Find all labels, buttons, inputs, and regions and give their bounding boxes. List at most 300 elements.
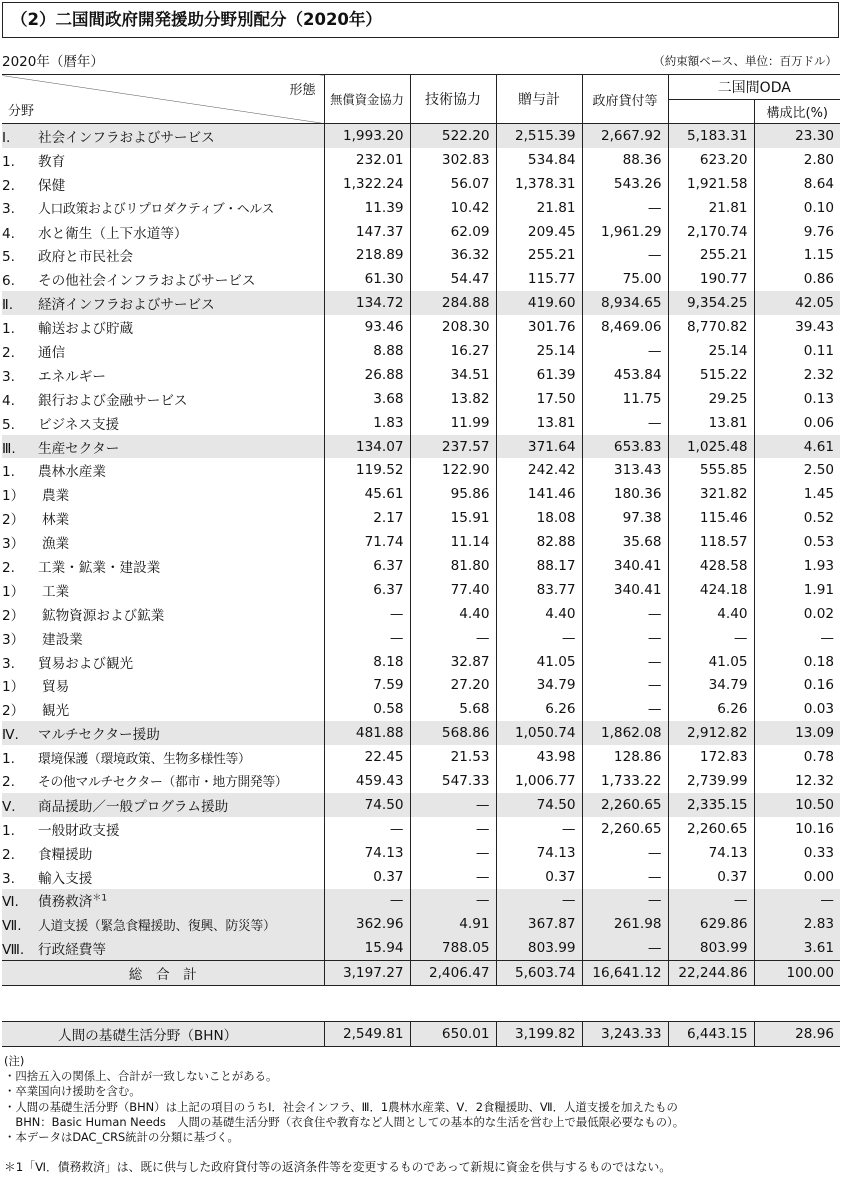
value-cell: 0.06 (754, 411, 840, 435)
value-cell: 6.26 (496, 697, 582, 721)
row-number: 1） (2, 679, 25, 696)
value-cell: 1,921.58 (668, 172, 754, 196)
value-cell: — (582, 865, 668, 889)
row-label: 漁業 (42, 536, 70, 553)
value-cell: 83.77 (496, 578, 582, 602)
value-cell: 0.33 (754, 841, 840, 865)
table-row (2, 626, 840, 650)
value-cell: 172.83 (668, 745, 754, 769)
value-cell: 543.26 (582, 172, 668, 196)
row-label: 政府と市民社会 (38, 249, 134, 266)
value-cell: — (668, 889, 754, 913)
row-number: 1） (2, 488, 25, 505)
value-cell: 45.61 (324, 482, 410, 506)
total-value: 16,641.12 (582, 961, 668, 986)
value-cell: 75.00 (582, 267, 668, 291)
header-oda-blank (668, 100, 754, 124)
header-tech: 技術協力 (410, 75, 496, 124)
value-cell: 0.53 (754, 530, 840, 554)
value-cell: 8,469.06 (582, 315, 668, 339)
bhn-value: 6,443.15 (668, 1022, 754, 1047)
row-number: 3. (2, 870, 15, 887)
value-cell: 2,260.65 (668, 817, 754, 841)
row-label-cell (2, 793, 324, 817)
row-label: 債務救済 (38, 894, 93, 911)
footnote-marker: ＊1 (92, 893, 108, 904)
value-cell: 0.13 (754, 387, 840, 411)
row-number: 5. (2, 249, 15, 266)
row-number: 3） (2, 536, 25, 553)
value-cell: — (754, 626, 840, 650)
table-row (2, 841, 840, 865)
row-number: 2） (2, 703, 25, 720)
header-share: 構成比(%) (754, 100, 840, 124)
value-cell: 13.09 (754, 721, 840, 745)
row-number: 2. (2, 774, 15, 791)
page-title: （2）二国間政府開発援助分野別配分（2020年） (2, 2, 839, 38)
value-cell: 1,322.24 (324, 172, 410, 196)
row-label-cell (2, 291, 324, 315)
row-number: Ⅳ. (2, 727, 19, 744)
value-cell: 1,025.48 (668, 435, 754, 459)
value-cell: 367.87 (496, 912, 582, 936)
row-label-cell (2, 363, 324, 387)
row-label: 行政経費等 (38, 942, 106, 959)
row-label-cell (2, 769, 324, 793)
table-row (2, 602, 840, 626)
value-cell: 32.87 (410, 650, 496, 674)
value-cell: 56.07 (410, 172, 496, 196)
row-number: 6. (2, 273, 15, 290)
row-number: Ⅶ. (2, 917, 22, 934)
value-cell: 2,170.74 (668, 220, 754, 244)
value-cell: — (582, 196, 668, 220)
value-cell: 29.25 (668, 387, 754, 411)
value-cell: 43.98 (496, 745, 582, 769)
value-cell: 34.79 (668, 673, 754, 697)
row-label-cell (2, 745, 324, 769)
value-cell: 190.77 (668, 267, 754, 291)
value-cell: 302.83 (410, 148, 496, 172)
value-cell: — (582, 889, 668, 913)
value-cell: 10.50 (754, 793, 840, 817)
unit-label: （約束額ベース、単位：百万ドル） (653, 54, 837, 68)
value-cell: — (410, 889, 496, 913)
table-row (2, 912, 840, 936)
value-cell: 218.89 (324, 243, 410, 267)
value-cell: — (410, 817, 496, 841)
value-cell: — (410, 793, 496, 817)
table-row (2, 267, 840, 291)
value-cell: 25.14 (668, 339, 754, 363)
value-cell: 803.99 (668, 936, 754, 960)
value-cell: 2,260.65 (582, 793, 668, 817)
row-label-cell (2, 578, 324, 602)
row-label: 保健 (38, 177, 66, 194)
row-number: 5. (2, 416, 15, 433)
value-cell: — (496, 817, 582, 841)
value-cell: 2.83 (754, 912, 840, 936)
value-cell: — (582, 936, 668, 960)
row-label: 食糧援助 (38, 846, 93, 863)
table-row (2, 172, 840, 196)
value-cell: 2,515.39 (496, 124, 582, 148)
row-number: 1. (2, 822, 15, 839)
value-cell: 23.30 (754, 124, 840, 148)
value-cell: — (582, 697, 668, 721)
value-cell: — (582, 841, 668, 865)
row-label: 生産セクター (38, 440, 120, 457)
value-cell: 4.40 (410, 602, 496, 626)
value-cell: 13.82 (410, 387, 496, 411)
row-label: 鉱物資源および鉱業 (42, 607, 165, 624)
total-row (2, 961, 840, 986)
table-row (2, 650, 840, 674)
table-row (2, 889, 840, 913)
value-cell: 459.43 (324, 769, 410, 793)
value-cell: 17.50 (496, 387, 582, 411)
row-label-cell (2, 889, 324, 913)
row-label-cell (2, 196, 324, 220)
row-label-cell (2, 124, 324, 148)
row-label: その他マルチセクター（都市・地方開発等） (38, 775, 288, 791)
value-cell: 81.80 (410, 554, 496, 578)
value-cell: 82.88 (496, 530, 582, 554)
table-row (2, 291, 840, 315)
value-cell: 0.10 (754, 196, 840, 220)
value-cell: 568.86 (410, 721, 496, 745)
value-cell: 255.21 (496, 243, 582, 267)
total-value: 5,603.74 (496, 961, 582, 986)
value-cell: 21.81 (668, 196, 754, 220)
value-cell: 15.91 (410, 506, 496, 530)
value-cell: — (410, 626, 496, 650)
value-cell: 321.82 (668, 482, 754, 506)
value-cell: 2,739.99 (668, 769, 754, 793)
value-cell: 8,770.82 (668, 315, 754, 339)
value-cell: 128.86 (582, 745, 668, 769)
row-label: 農業 (42, 488, 70, 505)
value-cell: 4.40 (668, 602, 754, 626)
value-cell: 15.94 (324, 936, 410, 960)
notes (4, 1054, 684, 1145)
value-cell: 74.13 (668, 841, 754, 865)
row-label-cell (2, 411, 324, 435)
row-label-cell (2, 602, 324, 626)
value-cell: 0.37 (324, 865, 410, 889)
value-cell: 0.18 (754, 650, 840, 674)
value-cell: 629.86 (668, 912, 754, 936)
value-cell: 134.72 (324, 291, 410, 315)
row-label-cell (2, 435, 324, 459)
row-label: 教育 (38, 153, 66, 170)
value-cell: — (668, 626, 754, 650)
value-cell: 8.64 (754, 172, 840, 196)
value-cell: 8,934.65 (582, 291, 668, 315)
value-cell: 1.15 (754, 243, 840, 267)
row-label-cell (2, 339, 324, 363)
value-cell: 42.05 (754, 291, 840, 315)
value-cell: 362.96 (324, 912, 410, 936)
value-cell: — (410, 865, 496, 889)
table-row (2, 865, 840, 889)
value-cell: 1.45 (754, 482, 840, 506)
note-line: BHN：Basic Human Needs 人間の基礎生活分野（衣食住や教育など人間としての基本的な生活を営む上で最低限必要なもの）。 (4, 1114, 685, 1129)
value-cell: 13.81 (668, 411, 754, 435)
value-cell: 115.46 (668, 506, 754, 530)
value-cell: 122.90 (410, 458, 496, 482)
table-row (2, 793, 840, 817)
table-row (2, 578, 840, 602)
value-cell: 13.81 (496, 411, 582, 435)
value-cell: 97.38 (582, 506, 668, 530)
value-cell: 11.99 (410, 411, 496, 435)
bhn-value: 3,243.33 (582, 1022, 668, 1047)
value-cell: 118.57 (668, 530, 754, 554)
row-label: 貿易および観光 (38, 655, 134, 672)
row-number: 2. (2, 177, 15, 194)
row-label-cell (2, 936, 324, 960)
header-form: 形態 (289, 83, 316, 98)
value-cell: 0.00 (754, 865, 840, 889)
row-label: 経済インフラおよびサービス (38, 297, 215, 314)
row-label-cell (2, 220, 324, 244)
table-row (2, 482, 840, 506)
value-cell: 3.61 (754, 936, 840, 960)
value-cell: 77.40 (410, 578, 496, 602)
value-cell: 419.60 (496, 291, 582, 315)
total-value: 22,244.86 (668, 961, 754, 986)
table-row (2, 506, 840, 530)
table-row (2, 387, 840, 411)
value-cell: — (582, 339, 668, 363)
value-cell: — (324, 602, 410, 626)
value-cell: 0.52 (754, 506, 840, 530)
value-cell: 208.30 (410, 315, 496, 339)
value-cell: 209.45 (496, 220, 582, 244)
value-cell: 88.17 (496, 554, 582, 578)
value-cell: 21.53 (410, 745, 496, 769)
value-cell: 10.16 (754, 817, 840, 841)
table-row (2, 411, 840, 435)
note-line: (注) (4, 1054, 25, 1068)
value-cell: 2.32 (754, 363, 840, 387)
row-label-cell (2, 458, 324, 482)
value-cell: 0.02 (754, 602, 840, 626)
value-cell: 95.86 (410, 482, 496, 506)
value-cell: 180.36 (582, 482, 668, 506)
value-cell: 88.36 (582, 148, 668, 172)
row-number: 2. (2, 344, 15, 361)
value-cell: 25.14 (496, 339, 582, 363)
row-label: 通信 (38, 344, 66, 361)
header-oda: 二国間ODA (668, 75, 840, 100)
value-cell: 74.50 (324, 793, 410, 817)
row-number: 4. (2, 392, 15, 409)
table-row (2, 530, 840, 554)
header-field: 分野 (8, 104, 35, 119)
table-row (2, 554, 840, 578)
value-cell: 4.40 (496, 602, 582, 626)
value-cell: 74.50 (496, 793, 582, 817)
bhn-value: 28.96 (754, 1022, 840, 1047)
value-cell: 119.52 (324, 458, 410, 482)
table-body (2, 124, 840, 986)
value-cell: — (496, 626, 582, 650)
value-cell: 555.85 (668, 458, 754, 482)
row-number: Ⅲ. (2, 440, 16, 457)
value-cell: 0.37 (496, 865, 582, 889)
total-value: 3,197.27 (324, 961, 410, 986)
table-row (2, 148, 840, 172)
row-label: マルチセクター援助 (38, 727, 160, 744)
row-number: 1. (2, 321, 15, 338)
value-cell: — (324, 817, 410, 841)
row-label: 人口政策およびリプロダクティブ・ヘルス (38, 202, 275, 218)
row-label: 輸送および貯蔵 (38, 321, 134, 338)
value-cell: 2.50 (754, 458, 840, 482)
value-cell: 6.37 (324, 578, 410, 602)
table-row (2, 363, 840, 387)
value-cell: 261.98 (582, 912, 668, 936)
row-label: 商品援助／一般プログラム援助 (38, 798, 229, 815)
value-cell: 9.76 (754, 220, 840, 244)
total-label: 総 合 計 (2, 961, 324, 986)
table-row (2, 721, 840, 745)
header-form-field (2, 75, 324, 124)
value-cell: 424.18 (668, 578, 754, 602)
row-label: 農林水産業 (38, 464, 106, 481)
value-cell: 4.91 (410, 912, 496, 936)
row-number: 3） (2, 631, 25, 648)
value-cell: 2,335.15 (668, 793, 754, 817)
value-cell: 340.41 (582, 578, 668, 602)
value-cell: 34.51 (410, 363, 496, 387)
value-cell: 54.47 (410, 267, 496, 291)
row-number: Ⅱ. (2, 297, 14, 314)
value-cell: 26.88 (324, 363, 410, 387)
row-number: Ⅵ. (2, 894, 19, 911)
value-cell: 0.86 (754, 267, 840, 291)
table-row (2, 196, 840, 220)
value-cell: 74.13 (324, 841, 410, 865)
bhn-row (2, 1022, 840, 1047)
row-label-cell (2, 172, 324, 196)
value-cell: 71.74 (324, 530, 410, 554)
value-cell: 0.58 (324, 697, 410, 721)
row-label: 人道支援（緊急食糧援助、復興、防災等） (38, 918, 276, 934)
table-row (2, 673, 840, 697)
value-cell: 6.37 (324, 554, 410, 578)
value-cell: 115.77 (496, 267, 582, 291)
row-label-cell (2, 530, 324, 554)
row-label-cell (2, 482, 324, 506)
table-row (2, 124, 840, 148)
value-cell: 134.07 (324, 435, 410, 459)
table-row (2, 697, 840, 721)
value-cell: 547.33 (410, 769, 496, 793)
value-cell: 623.20 (668, 148, 754, 172)
row-label-cell (2, 554, 324, 578)
value-cell: 242.42 (496, 458, 582, 482)
value-cell: 534.84 (496, 148, 582, 172)
value-cell: 653.83 (582, 435, 668, 459)
value-cell: 522.20 (410, 124, 496, 148)
value-cell: — (410, 841, 496, 865)
value-cell: 10.42 (410, 196, 496, 220)
value-cell: 1,006.77 (496, 769, 582, 793)
value-cell: 22.45 (324, 745, 410, 769)
value-cell: 515.22 (668, 363, 754, 387)
table-row (2, 817, 840, 841)
value-cell: 34.79 (496, 673, 582, 697)
value-cell: 284.88 (410, 291, 496, 315)
header-gift-total: 贈与計 (496, 75, 582, 124)
row-label: 水と衛生（上下水道等） (38, 225, 188, 242)
value-cell: 1,733.22 (582, 769, 668, 793)
value-cell: 7.59 (324, 673, 410, 697)
row-label-cell (2, 697, 324, 721)
value-cell: 2,667.92 (582, 124, 668, 148)
year-label: 2020年（暦年） (2, 54, 104, 70)
table-row (2, 458, 840, 482)
row-label: 観光 (42, 703, 70, 720)
value-cell: 340.41 (582, 554, 668, 578)
value-cell: 453.84 (582, 363, 668, 387)
total-value: 2,406.47 (410, 961, 496, 986)
value-cell: 93.46 (324, 315, 410, 339)
value-cell: 428.58 (668, 554, 754, 578)
row-number: 1. (2, 464, 15, 481)
row-label-cell (2, 267, 324, 291)
value-cell: — (324, 626, 410, 650)
row-number: 1） (2, 583, 25, 600)
value-cell: 803.99 (496, 936, 582, 960)
footnote: ＊1「Ⅵ．債務救済」は、既に供与した政府貸付等の返済条件等を変更するものであって新規に資金を供与するものではない。 (4, 1160, 672, 1174)
bhn-label: 人間の基礎生活分野（BHN） (2, 1022, 324, 1047)
header-loan: 政府貸付等 (582, 75, 668, 124)
value-cell: 61.30 (324, 267, 410, 291)
row-number: 1. (2, 153, 15, 170)
row-label: 林業 (42, 512, 70, 529)
row-label-cell (2, 315, 324, 339)
note-line: ・人間の基礎生活分野（BHN）は上記の項目のうちⅠ．社会インフラ、Ⅲ．1農林水産業、Ⅴ．2食糧援助、Ⅶ．人道支援を加えたもの (4, 1099, 678, 1114)
value-cell: 18.08 (496, 506, 582, 530)
note-line: ・卒業国向け援助を含む。 (4, 1084, 141, 1099)
value-cell: — (582, 243, 668, 267)
value-cell: 147.37 (324, 220, 410, 244)
row-label-cell (2, 817, 324, 841)
row-label: エネルギー (38, 368, 106, 385)
value-cell: 1,961.29 (582, 220, 668, 244)
row-number: 3. (2, 368, 15, 385)
value-cell: 4.61 (754, 435, 840, 459)
value-cell: 0.37 (668, 865, 754, 889)
value-cell: 8.88 (324, 339, 410, 363)
value-cell: — (582, 650, 668, 674)
value-cell: 2.17 (324, 506, 410, 530)
row-label-cell (2, 650, 324, 674)
value-cell: — (582, 602, 668, 626)
value-cell: 313.43 (582, 458, 668, 482)
row-number: 2） (2, 607, 25, 624)
value-cell: 61.39 (496, 363, 582, 387)
table-row (2, 339, 840, 363)
value-cell: — (582, 626, 668, 650)
value-cell: 3.68 (324, 387, 410, 411)
value-cell: 0.03 (754, 697, 840, 721)
value-cell: 36.32 (410, 243, 496, 267)
